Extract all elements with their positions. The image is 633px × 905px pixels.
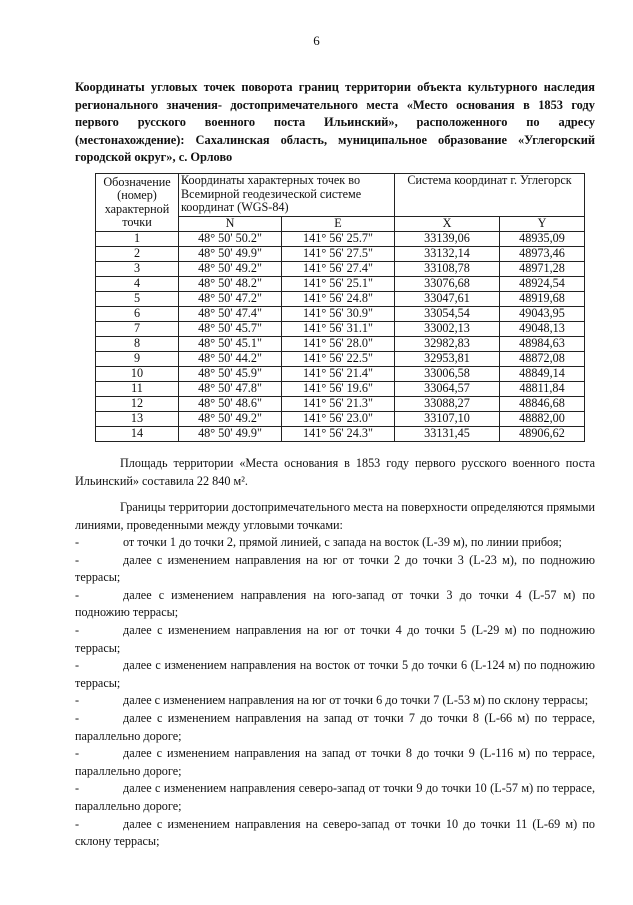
table-cell: 1 [96,232,179,247]
segment-text: далее с изменением направления на северо-запад от точки 10 до точки 11 (L-69 м) по склону террасы; [75,816,595,849]
table-cell: 33139,06 [395,232,500,247]
table-cell: 3 [96,262,179,277]
table-row [96,307,585,322]
table-row [96,367,585,382]
dash: - [75,658,80,673]
table-cell: 48906,62 [500,427,585,442]
segment-item [75,587,595,622]
table-cell: 48° 50' 49.9" [179,427,282,442]
table-cell: 141° 56' 22.5" [282,352,395,367]
header-point: Обозначение (номер) характерной точки [96,174,179,232]
table-cell: 8 [96,337,179,352]
table-cell: 33006,58 [395,367,500,382]
table-cell: 33108,78 [395,262,500,277]
table-cell: 7 [96,322,179,337]
borders-intro: Границы территории достопримечательного места на поверхности определяются прямыми линиями, проведенными между угловыми точками: [75,500,595,532]
segment-item [75,745,595,780]
table-cell: 141° 56' 23.0" [282,412,395,427]
table-cell: 48846,68 [500,397,585,412]
table-row [96,262,585,277]
table-cell: 9 [96,352,179,367]
table-cell: 5 [96,292,179,307]
dash: - [75,587,80,602]
table-cell: 48° 50' 50.2" [179,232,282,247]
table-row [96,232,585,247]
header-local: Система координат г. Углегорск [395,174,585,217]
dash: - [75,816,80,831]
table-cell: 141° 56' 25.7" [282,232,395,247]
segment-item [75,552,595,587]
segment-text: далее с изменением направления на юг от точки 4 до точки 5 (L-29 м) по подножию террасы; [75,622,595,655]
table-cell: 141° 56' 21.4" [282,367,395,382]
page-number: 6 [313,33,320,48]
table-cell: 48° 50' 45.1" [179,337,282,352]
table-cell: 48971,28 [500,262,585,277]
table-cell: 141° 56' 24.3" [282,427,395,442]
table-row [96,277,585,292]
segments-list [75,534,595,851]
table-cell: 48° 50' 47.8" [179,382,282,397]
dash: - [75,746,80,761]
table-cell: 33076,68 [395,277,500,292]
table-cell: 48935,09 [500,232,585,247]
table-row [96,412,585,427]
table-cell: 48° 50' 44.2" [179,352,282,367]
table-cell: 33131,45 [395,427,500,442]
table-cell: 33002,13 [395,322,500,337]
header-y: Y [500,217,585,232]
dash: - [75,622,80,637]
dash: - [75,693,80,708]
segment-item [75,816,595,851]
table-cell: 141° 56' 21.3" [282,397,395,412]
table-cell: 48° 50' 49.2" [179,412,282,427]
table-cell: 32982,83 [395,337,500,352]
segment-text: далее с изменением направления на запад от точки 7 до точки 8 (L-66 м) по террасе, параллельно дороге; [75,710,595,743]
table-row [96,322,585,337]
table-cell: 141° 56' 30.9" [282,307,395,322]
table-cell: 49043,95 [500,307,585,322]
segment-item [75,657,595,692]
header-wgs: Координаты характерных точек во Всемирной геодезической системе координат (WGS-84) [179,174,395,217]
table-cell: 141° 56' 27.5" [282,247,395,262]
table-cell: 141° 56' 27.4" [282,262,395,277]
table-cell: 13 [96,412,179,427]
table-cell: 10 [96,367,179,382]
table-cell: 48924,54 [500,277,585,292]
segment-item [75,534,595,552]
table-cell: 4 [96,277,179,292]
header-n: N [179,217,282,232]
table-cell: 48° 50' 48.6" [179,397,282,412]
table-cell: 33132,14 [395,247,500,262]
document-title: Координаты угловых точек поворота границ территории объекта культурного наследия регионального значения- достопримечательного места «Место основания в 1853 году первого русского военного поста Ильинский», расположенного по адресу (местонахождение): Сахалинская область, муниципальное образование «Углегорский городской округ», с. Орлово [75,80,595,164]
table-row [96,382,585,397]
table-row [96,247,585,262]
dash: - [75,535,80,549]
table-cell: 48849,14 [500,367,585,382]
dash: - [75,781,80,796]
dash: - [75,710,80,725]
segment-item [75,710,595,745]
table-cell: 48984,63 [500,337,585,352]
header-x: X [395,217,500,232]
segment-text: далее с изменением направления северо-запад от точки 9 до точки 10 (L-57 м) по террасе, параллельно дороге; [75,781,595,813]
area-paragraph: Площадь территории «Места основания в 1853 году первого русского военного поста Ильинский» составила 22 840 м². [75,456,595,488]
table-cell: 141° 56' 19.6" [282,382,395,397]
table-cell: 33047,61 [395,292,500,307]
segment-text: далее с изменением направления на запад от точки 8 до точки 9 (L-116 м) по террасе, параллельно дороге; [75,746,595,778]
table-cell: 141° 56' 24.8" [282,292,395,307]
segment-text: далее с изменением направления на восток от точки 5 до точки 6 (L-124 м) по подножию террасы; [75,658,595,690]
table-row [96,397,585,412]
table-cell: 33107,10 [395,412,500,427]
segment-item [75,780,595,815]
table-cell: 2 [96,247,179,262]
table-cell: 48919,68 [500,292,585,307]
table-row [96,352,585,367]
table-cell: 141° 56' 25.1" [282,277,395,292]
table-cell: 14 [96,427,179,442]
table-cell: 32953,81 [395,352,500,367]
table-cell: 48° 50' 48.2" [179,277,282,292]
table-cell: 12 [96,397,179,412]
table-cell: 48° 50' 45.9" [179,367,282,382]
segment-item [75,692,595,710]
table-cell: 48973,46 [500,247,585,262]
table-cell: 48° 50' 49.2" [179,262,282,277]
dash: - [75,552,80,567]
table-cell: 141° 56' 31.1" [282,322,395,337]
segment-item [75,622,595,657]
table-row [96,292,585,307]
coordinates-table [95,173,585,442]
table-cell: 33088,27 [395,397,500,412]
table-cell: 141° 56' 28.0" [282,337,395,352]
table-cell: 48882,00 [500,412,585,427]
table-cell: 6 [96,307,179,322]
table-cell: 49048,13 [500,322,585,337]
table-row [96,337,585,352]
segment-text: далее с изменением направления на юго-запад от точки 3 до точки 4 (L-57 м) по подножию террасы; [75,587,595,620]
table-cell: 48° 50' 47.2" [179,292,282,307]
segment-text: далее с изменением направления на юг от точки 6 до точки 7 (L-53 м) по склону террасы; [123,693,589,708]
table-cell: 48° 50' 47.4" [179,307,282,322]
header-e: E [282,217,395,232]
table-cell: 48811,84 [500,382,585,397]
table-cell: 11 [96,382,179,397]
table-row [96,427,585,442]
table-cell: 48° 50' 45.7" [179,322,282,337]
table-cell: 33064,57 [395,382,500,397]
table-cell: 48° 50' 49.9" [179,247,282,262]
segment-text: от точки 1 до точки 2, прямой линией, с запада на восток (L-39 м), по линии прибоя; [123,535,562,549]
table-cell: 33054,54 [395,307,500,322]
segment-text: далее с изменением направления на юг от точки 2 до точки 3 (L-23 м), по подножию террасы; [75,552,595,585]
table-cell: 48872,08 [500,352,585,367]
